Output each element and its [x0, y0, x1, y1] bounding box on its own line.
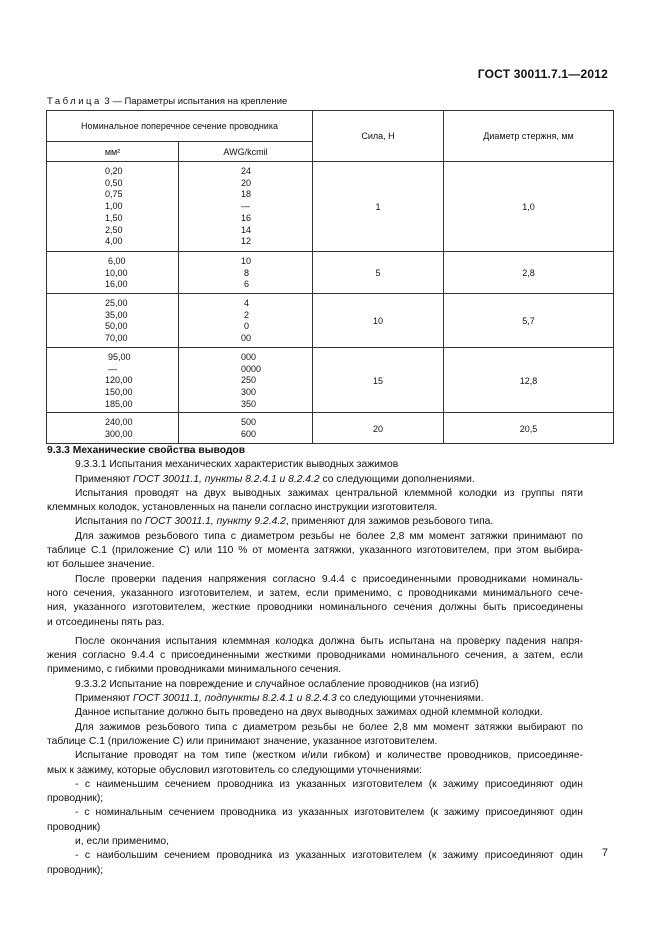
cell-diameter: 1,0 [444, 162, 614, 252]
table-row [47, 162, 614, 252]
paragraph-line: Испытание проводят на том типе (жестком и/или гибком) и количестве проводников, присоединяе- [75, 750, 583, 762]
document-code: ГОСТ 30011.7.1—2012 [477, 67, 608, 81]
cell-diameter: 2,8 [444, 251, 614, 293]
paragraph-line: ного сечения, указанного изготовителем, и затем, если применимо, с проводниками минимального сече- [47, 587, 583, 599]
cell-force: 15 [313, 347, 444, 413]
header-cross-section: Номинальное поперечное сечение проводника [47, 111, 313, 142]
cell-force: 10 [313, 294, 444, 348]
cell-awg: 500 600 [179, 413, 313, 443]
paragraph: Применяют ГОСТ 30011.1, пункты 8.2.4.1 и 8.2.4.2 со следующими дополнениями. [75, 473, 475, 485]
paragraph-line: жения согласно 9.4.4 с присоединенными жесткими проводниками номинального сечения, а затем, если [47, 650, 583, 662]
paragraph: Испытания по ГОСТ 30011.1, пункту 9.2.4.2, применяют для зажимов резьбового типа. [75, 516, 494, 528]
list-item-line: - с наименьшим сечением проводника из указанных изготовителем (к зажиму присоединяют один [75, 778, 583, 790]
table-row [47, 347, 614, 413]
cell-diameter: 5,7 [444, 294, 614, 348]
header-awg: AWG/kcmil [179, 142, 313, 162]
cell-diameter: 12,8 [444, 347, 614, 413]
header-force: Сила, Н [313, 111, 444, 162]
cell-awg: 4 2 0 00 [179, 294, 313, 348]
paragraph-line: мых к зажиму, которые обусловил изготовитель со следующими уточнениями: [47, 764, 422, 776]
subsection-9-3-3-1: 9.3.3.1 Испытания механических характеристик выводных зажимов [75, 459, 399, 471]
paragraph-line: таблице С.1 (приложение С) или принимают значение, указанное изготовителем. [47, 735, 438, 747]
paragraph-line: клеммных колодок, установленных на панели согласно инструкции изготовителя. [47, 502, 438, 514]
paragraph-line: применимо, с гибкими проводниками минимального сечения. [47, 664, 342, 676]
list-item-line: проводник) [47, 821, 101, 833]
cell-mm2: 6,00 10,00 16,00 [47, 251, 179, 293]
list-item-line: - с номинальным сечением проводника из указанных изготовителем (к зажиму присоединяют один [75, 807, 583, 819]
table-caption-word: Таблица [47, 96, 102, 107]
paragraph-line: ют большее значение. [47, 559, 155, 571]
table-row [47, 294, 614, 348]
paragraph-line: и отсоединены пять раз. [47, 616, 165, 628]
test-parameters-table [46, 110, 614, 444]
paragraph: Применяют ГОСТ 30011.1, подпункты 8.2.4.1 и 8.2.4.3 со следующими уточнениями. [75, 693, 484, 705]
section-heading-9-3-3: 9.3.3 Механические свойства выводов [47, 445, 246, 456]
paragraph-line: После проверки падения напряжения согласно 9.4.4 с присоединенными проводниками номиналь- [75, 573, 583, 585]
header-rod-diameter: Диаметр стержня, мм [444, 111, 614, 162]
paragraph-line: Для зажимов резьбового типа с диаметром резьбы не более 2,8 мм момент затяжки выбирают по [75, 721, 583, 733]
list-item-line: - с наибольшим сечением проводника из указанных изготовителем (к зажиму присоединяют один [75, 850, 583, 862]
table-caption-text: 3 — Параметры испытания на крепление [104, 96, 288, 107]
cell-force: 1 [313, 162, 444, 252]
subsection-9-3-3-2: 9.3.3.2 Испытание на повреждение и случайное ослабление проводников (на изгиб) [75, 678, 479, 690]
paragraph: Данное испытание должно быть проведено на двух выводных зажимах одной клеммной колодки. [75, 707, 543, 719]
body-text [47, 444, 583, 878]
cell-mm2: 0,20 0,50 0,75 1,00 1,50 2,50 4,00 [47, 162, 179, 252]
cell-diameter: 20,5 [444, 413, 614, 443]
table-row [47, 251, 614, 293]
header-mm2: мм² [47, 142, 179, 162]
cell-force: 20 [313, 413, 444, 443]
paragraph-line: Для зажимов резьбового типа с диаметром резьбы не более 2,8 мм момент затяжки принимают по [75, 530, 583, 542]
paragraph-line: После окончания испытания клеммная колодка должна быть испытана на проверку падения напря- [75, 635, 583, 647]
page-number: 7 [601, 847, 608, 859]
table-row [47, 413, 614, 443]
cell-force: 5 [313, 251, 444, 293]
cell-awg: 000 0000 250 300 350 [179, 347, 313, 413]
paragraph-line: и, если применимо, [75, 836, 169, 848]
cell-mm2: 95,00 — 120,00 150,00 185,00 [47, 347, 179, 413]
cell-mm2: 240,00 300,00 [47, 413, 179, 443]
list-item-line: проводник); [47, 864, 104, 876]
paragraph-line: Испытания проводят на двух выводных зажимах центральной клеммной колодки из группы пяти [75, 487, 583, 499]
cell-mm2: 25,00 35,00 50,00 70,00 [47, 294, 179, 348]
paragraph-line: таблице С.1 (приложение С) или 110 % от момента затяжки, указанного изготовителем, при этом выбира- [47, 545, 583, 557]
table-caption [47, 96, 287, 107]
cell-awg: 24 20 18 — 16 14 12 [179, 162, 313, 252]
list-item-line: проводник); [47, 793, 104, 805]
cell-awg: 10 8 6 [179, 251, 313, 293]
paragraph-line: ния, указанного изготовителем, жесткие проводники номинального сечения должны быть присоединены [47, 602, 583, 614]
